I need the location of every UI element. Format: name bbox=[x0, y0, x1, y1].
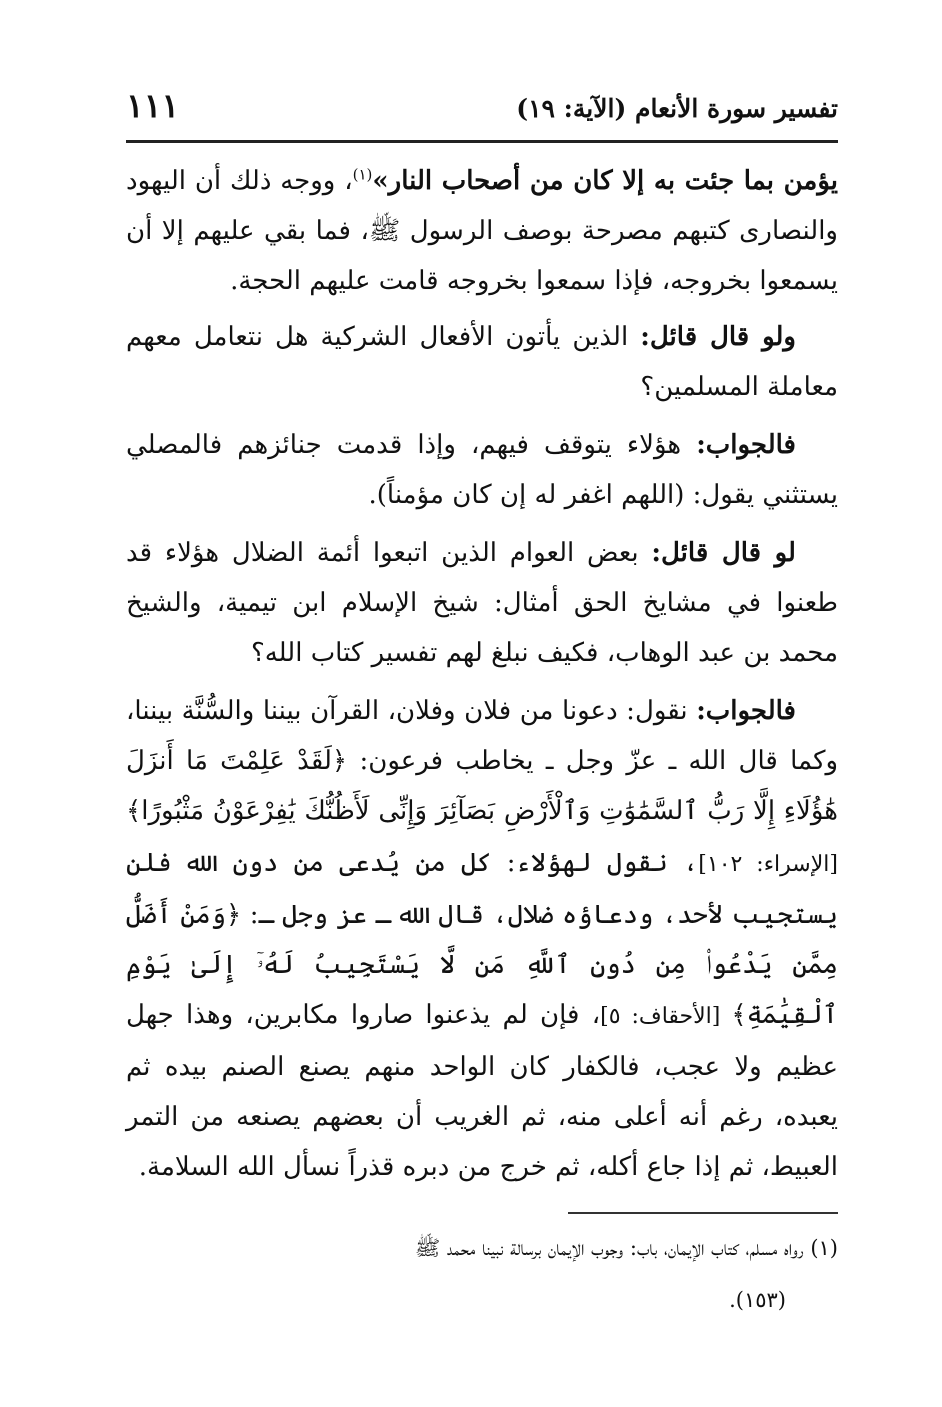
question-2 bbox=[126, 528, 838, 678]
paragraph-1 bbox=[126, 156, 838, 306]
answer-2-text-b: ، نقول لهؤلاء: كل من يُدعى من دون الله فلن يستجيب لأحد، ودعاؤه ضلال، قال الله ـ عز وجل ـ: bbox=[126, 848, 839, 930]
main-text bbox=[126, 156, 838, 1200]
question-1-lead: ولو قال قائل: bbox=[640, 322, 796, 352]
chapter-title: تفسير سورة الأنعام (الآية: ١٩) bbox=[516, 94, 838, 123]
answer-2 bbox=[126, 686, 838, 1192]
running-header bbox=[126, 84, 838, 134]
footnote-1-continuation: (١٥٣). bbox=[729, 1288, 786, 1312]
quran-verse-2: ﴿وَمَنْ أَضَلُّ مِمَّن يَدْعُوا۟ مِن دُونِ ٱللَّهِ مَن لَّا يَسْتَجِيبُ لَهُۥٓ إِلَىٰ يَوْمِ ٱلْقِيَٰمَةِ﴾ bbox=[126, 900, 838, 1030]
footnote-1: (١) رواه مسلم، كتاب الإيمان، باب: وجوب الإيمان برسالة نبينا محمد ﷺ bbox=[414, 1236, 838, 1260]
footnote-marker: (١) bbox=[352, 165, 373, 184]
quran-verse-1: ﴿لَقَدْ عَلِمْتَ مَا أَنزَلَ هَٰؤُلَاءِ إِلَّا رَبُّ ٱلسَّمَٰوَٰتِ وَٱلْأَرْضِ بَصَآئِرَ وَإِنِّى لَأَظُنُّكَ يَٰفِرْعَوْنُ مَثْبُورًا﴾ bbox=[126, 746, 838, 826]
answer-1 bbox=[126, 420, 838, 520]
header-rule bbox=[126, 140, 838, 143]
page-number: ١١١ bbox=[126, 86, 180, 125]
verse-reference-1: [الإسراء: ١٠٢] bbox=[698, 852, 838, 877]
answer-1-lead: فالجواب: bbox=[696, 430, 796, 460]
answer-2-text-a: نقول: دعونا من فلان وفلان، القرآن بيننا والسُّنَّة بيننا، وكما قال الله ـ عزّ وجل ـ يخاطب فرعون: bbox=[126, 696, 839, 776]
footnote-rule bbox=[568, 1212, 838, 1214]
answer-2-text-c: ، فإن لم يذعنوا صاروا مكابرين، وهذا جهل عظيم ولا عجب، فالكفار كان الواحد منهم يصنع الصنم بيده ثم يعبده، رغم أنه أعلى منه، ثم الغريب أن بعضهم يصنعه من التمر العبيط، ثم إذا جاع أكله، ثم خرج من دبره قذراً نسأل الله السلامة. bbox=[126, 1000, 838, 1182]
answer-2-lead: فالجواب: bbox=[696, 696, 796, 726]
hadith-quote: يؤمن بما جئت به إلا كان من أصحاب النار» bbox=[372, 166, 838, 196]
footnotes bbox=[126, 1222, 838, 1326]
question-1 bbox=[126, 312, 838, 412]
answer-1-text: هؤلاء يتوقف فيهم، وإذا قدمت جنائزهم فالمصلي يستثني يقول: (اللهم اغفر له إن كان مؤمناً). bbox=[126, 430, 838, 510]
paragraph-1-text: ، ووجه ذلك أن اليهود والنصارى كتبهم مصرحة بوصف الرسول ﷺ، فما بقي عليهم إلا أن يسمعوا بخروجه، فإذا سمعوا بخروجه قامت عليهم الحجة. bbox=[126, 166, 838, 296]
question-2-text: بعض العوام الذين اتبعوا أئمة الضلال هؤلاء قد طعنوا في مشايخ الحق أمثال: شيخ الإسلام ابن تيمية، والشيخ محمد بن عبد الوهاب، فكيف نبلغ لهم تفسير كتاب الله؟ bbox=[126, 538, 839, 668]
verse-reference-2: [الأحقاف: ٥] bbox=[600, 1004, 732, 1029]
question-1-text: الذين يأتون الأفعال الشركية هل نتعامل معهم معاملة المسلمين؟ bbox=[126, 322, 838, 402]
question-2-lead: لو قال قائل: bbox=[651, 538, 796, 568]
